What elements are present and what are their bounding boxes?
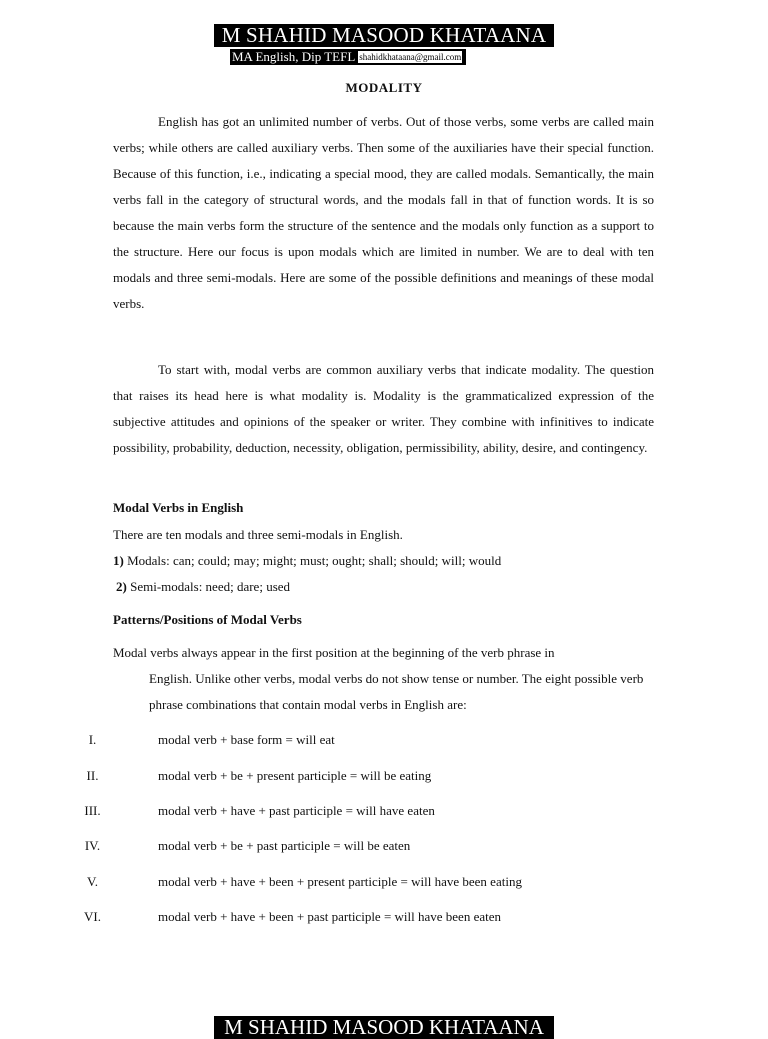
author-name-banner: M SHAHID MASOOD KHATAANA (214, 24, 554, 47)
pattern-number: II. (86, 768, 99, 783)
patterns-intro-continuation: English. Unlike other verbs, modal verbs do not show tense or number. The eight possible verb phrase combinations that contain modal verbs in English are: (149, 671, 644, 712)
footer-name-banner: M SHAHID MASOOD KHATAANA (214, 1016, 554, 1039)
patterns-intro-paragraph (113, 640, 658, 718)
pattern-number: IV. (84, 838, 101, 853)
document-title: MODALITY (345, 80, 423, 95)
author-credentials-banner (230, 49, 466, 65)
pattern-text: modal verb + have + been + past participle = will have been eaten (158, 909, 502, 924)
list-item-number: 1) (113, 553, 124, 568)
author-email: shahidkhataana@gmail.com (359, 52, 462, 62)
section-heading-patterns: Patterns/Positions of Modal Verbs (113, 612, 302, 627)
intro-paragraph: English has got an unlimited number of verbs. Out of those verbs, some verbs are called main verbs; while others are called auxiliary verbs. Then some of the auxiliaries have their special function. Because of this function, i.e., indicating a special mood, they are called modals. Semantically, the main verbs fall in the category of structural words, and the modals fall in that of function words. It is so because the main verbs form the structure of the sentence and the modals only function as a support to the structure. Here our focus is upon modals which are limited in number. We are to deal with ten modals and three semi-modals. Here are some of the possible definitions and meanings of these modal verbs. (113, 114, 654, 311)
section-heading-modal-verbs: Modal Verbs in English (113, 500, 244, 515)
list-item-text: Modals: can; could; may; might; must; ought; shall; should; will; would (123, 553, 502, 568)
modality-definition-paragraph: To start with, modal verbs are common auxiliary verbs that indicate modality. The question that raises its head here is what modality is. Modality is the grammaticalized expression of the subjective attitudes and opinions of the speaker or writer. They combine with infinitives to indicate possibility, probability, deduction, necessity, obligation, permissibility, ability, desire, and contingency. (113, 362, 654, 455)
credentials-text: MA English, Dip TEFL (232, 49, 356, 64)
list-item-semi-modals (116, 579, 290, 595)
pattern-text: modal verb + have + been + present participle = will have been eating (158, 874, 522, 889)
pattern-number: V. (87, 874, 98, 889)
section-intro-text: There are ten modals and three semi-modals in English. (113, 527, 403, 542)
list-item-text: Semi-modals: need; dare; used (126, 579, 291, 594)
list-item-modals (113, 553, 501, 569)
pattern-number: III. (84, 803, 101, 818)
pattern-number: VI. (84, 909, 101, 924)
pattern-text: modal verb + have + past participle = will have eaten (158, 803, 435, 818)
pattern-number: I. (88, 732, 97, 747)
pattern-text: modal verb + be + past participle = will be eaten (158, 838, 411, 853)
pattern-text: modal verb + base form = will eat (158, 732, 335, 747)
list-item-number: 2) (116, 579, 127, 594)
patterns-intro-first-line: Modal verbs always appear in the first position at the beginning of the verb phrase in (113, 645, 555, 660)
pattern-text: modal verb + be + present participle = will be eating (158, 768, 432, 783)
